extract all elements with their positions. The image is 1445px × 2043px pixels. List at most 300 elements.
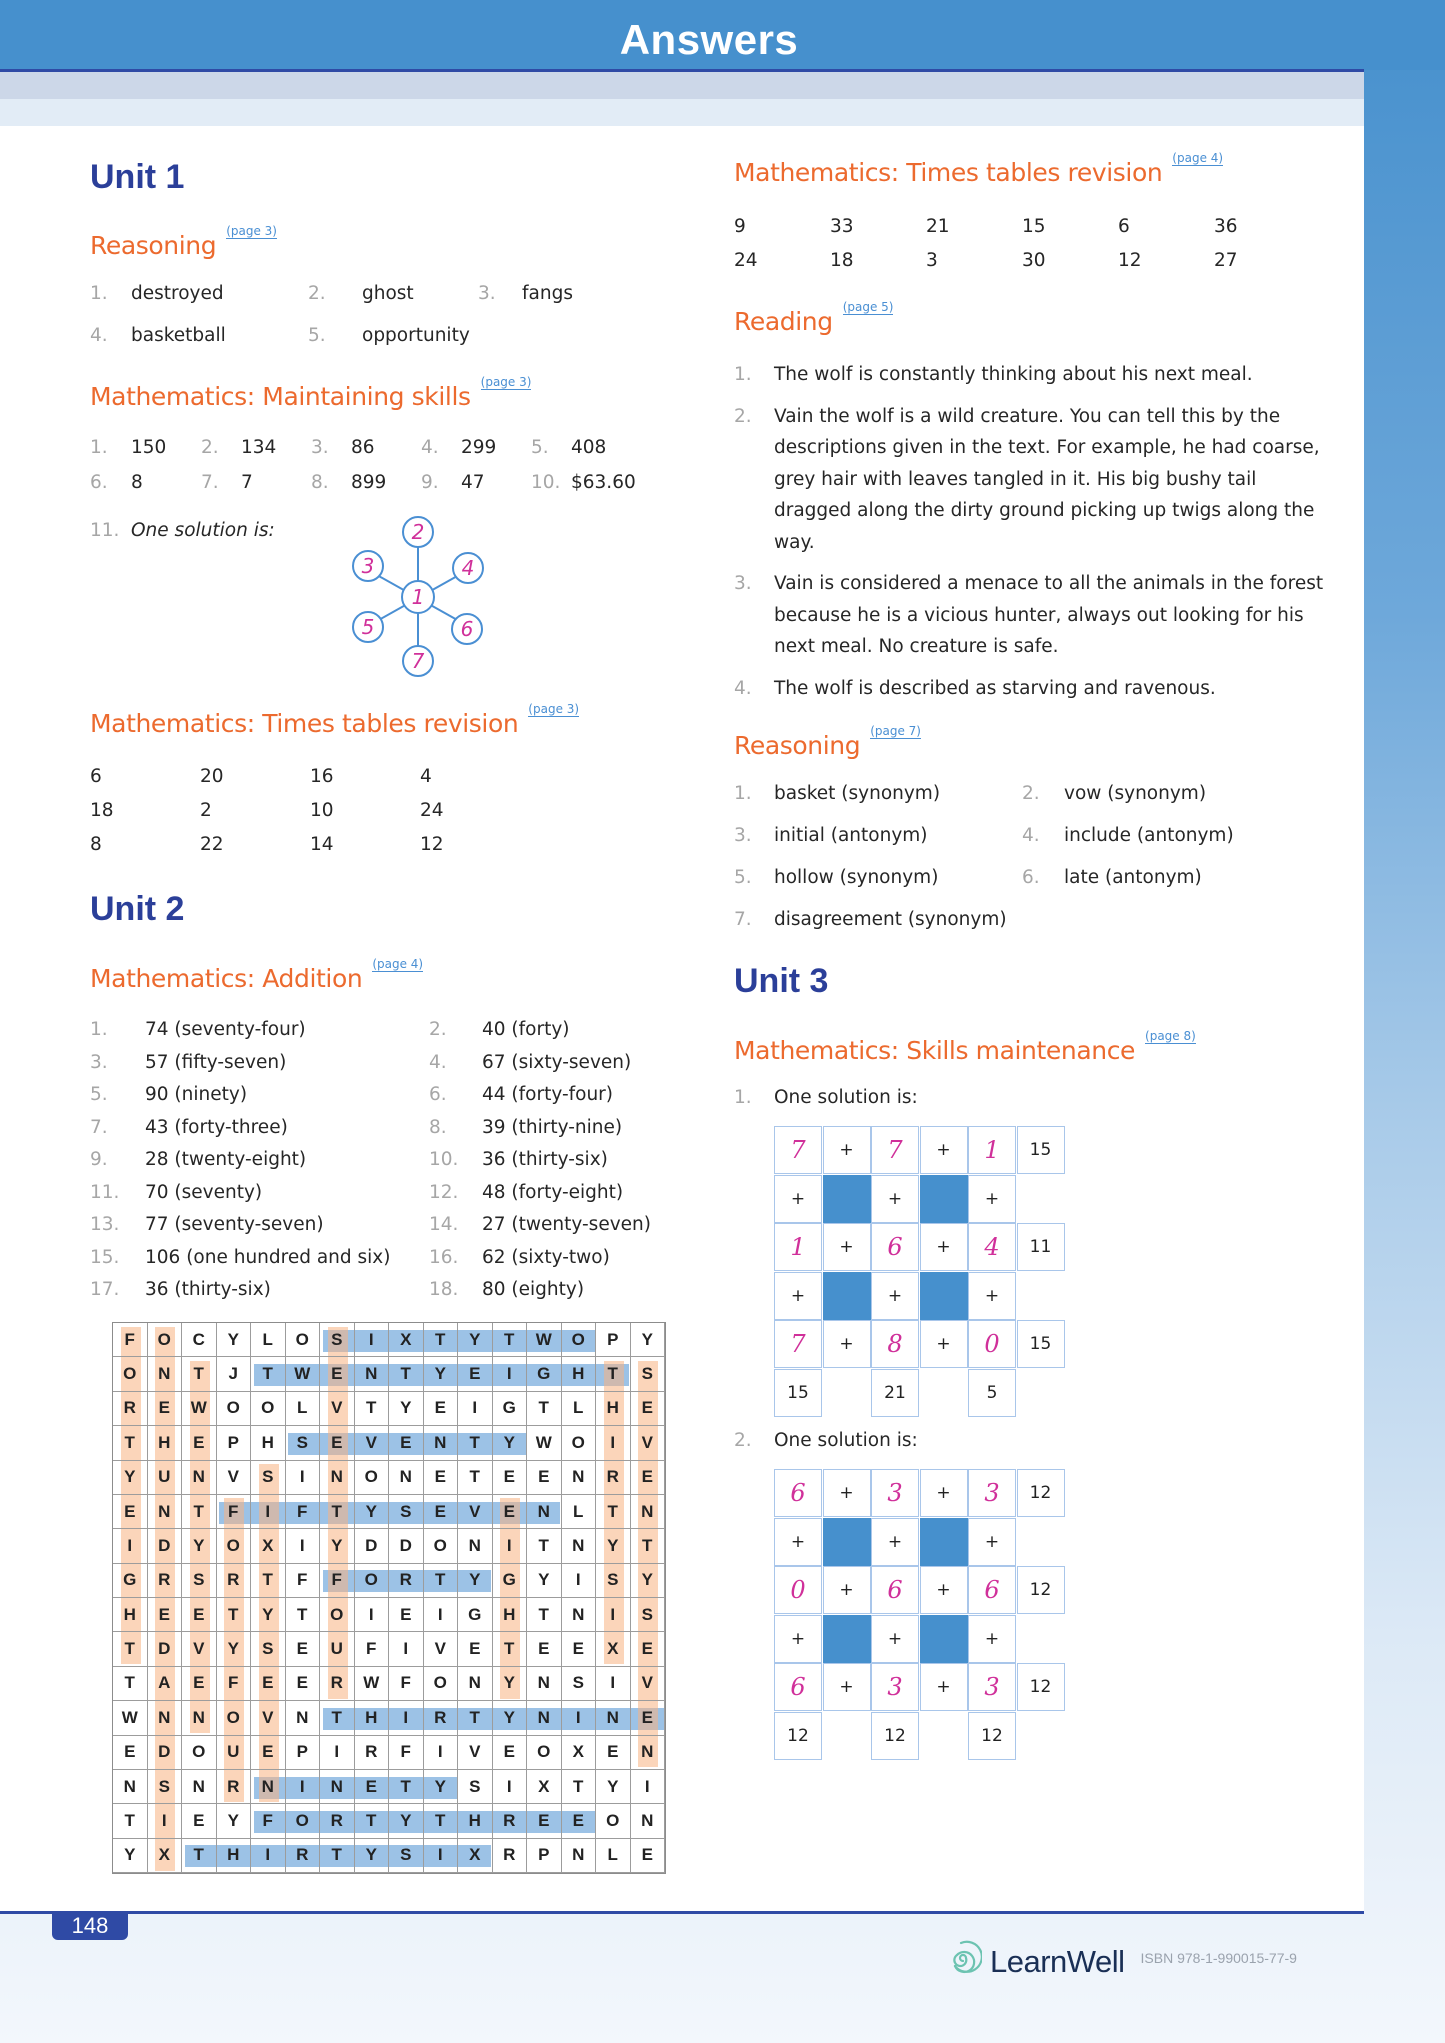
word-search-cell: Y bbox=[389, 1804, 424, 1838]
word-search-cell: G bbox=[493, 1392, 528, 1426]
plus-sign: + bbox=[871, 1272, 919, 1320]
reading-item bbox=[734, 568, 1329, 663]
item-number: 1. bbox=[90, 1019, 108, 1040]
word-search-cell: E bbox=[389, 1426, 424, 1460]
word-search-cell: T bbox=[596, 1495, 631, 1529]
plus-sign: + bbox=[774, 1518, 822, 1566]
word-search-cell: E bbox=[286, 1632, 321, 1666]
word-search-cell: T bbox=[113, 1804, 148, 1838]
word-search-cell: G bbox=[113, 1564, 148, 1598]
word-search-cell: E bbox=[320, 1426, 355, 1460]
word-search-cell: N bbox=[562, 1839, 597, 1873]
word-search-cell: S bbox=[286, 1426, 321, 1460]
word-search-cell: O bbox=[217, 1701, 252, 1735]
word-search-cell: R bbox=[389, 1564, 424, 1598]
item-number: 16. bbox=[429, 1246, 459, 1268]
star-lower-left: 5 bbox=[361, 615, 375, 639]
plus-sign: + bbox=[823, 1566, 871, 1614]
item-number: 2. bbox=[429, 1019, 447, 1040]
word-search-cell: R bbox=[113, 1392, 148, 1426]
answer-digit: 6 bbox=[774, 1469, 822, 1517]
word-search-cell: X bbox=[562, 1736, 597, 1770]
word-search-cell: R bbox=[493, 1804, 528, 1838]
sum-total: 21 bbox=[871, 1369, 919, 1417]
answer-digit: 3 bbox=[968, 1469, 1016, 1517]
answer-text: include (antonym) bbox=[1064, 825, 1234, 846]
answer-digit: 7 bbox=[774, 1126, 822, 1174]
word-search-cell: F bbox=[286, 1564, 321, 1598]
item-number: 2. bbox=[308, 283, 326, 304]
word-search-cell: S bbox=[251, 1632, 286, 1666]
grid-value: 36 bbox=[1214, 216, 1238, 237]
word-search-cell: E bbox=[631, 1701, 666, 1735]
word-search-cell: D bbox=[148, 1736, 183, 1770]
plus-sign: + bbox=[823, 1126, 871, 1174]
word-search-cell: D bbox=[389, 1529, 424, 1563]
answer-digit: 4 bbox=[968, 1223, 1016, 1271]
word-search-cell: I bbox=[424, 1736, 459, 1770]
word-search-cell: X bbox=[251, 1529, 286, 1563]
word-search-cell: Y bbox=[389, 1392, 424, 1426]
answer-digit: 1 bbox=[774, 1223, 822, 1271]
word-search-cell: T bbox=[182, 1495, 217, 1529]
word-search-cell: S bbox=[148, 1770, 183, 1804]
page-ref-link[interactable]: (page 8) bbox=[1145, 1029, 1196, 1043]
word-search-cell: D bbox=[148, 1529, 183, 1563]
word-search-cell: O bbox=[217, 1529, 252, 1563]
maintaining-item-11 bbox=[90, 520, 275, 541]
word-search-cell: S bbox=[562, 1667, 597, 1701]
reasoning-u1-answers bbox=[90, 283, 650, 363]
item-number: 15. bbox=[90, 1246, 120, 1268]
word-search-cell: I bbox=[424, 1839, 459, 1873]
page-ref-link[interactable]: (page 5) bbox=[842, 300, 894, 314]
answer-text: The wolf is described as starving and ravenous. bbox=[774, 677, 1216, 699]
sum-total: 15 bbox=[1017, 1320, 1065, 1368]
word-search-cell: I bbox=[148, 1804, 183, 1838]
word-search-cell: Y bbox=[631, 1564, 666, 1598]
word-search-cell: L bbox=[596, 1839, 631, 1873]
word-search-cell: S bbox=[182, 1564, 217, 1598]
word-search-cell: V bbox=[251, 1701, 286, 1735]
word-search-cell: T bbox=[424, 1564, 459, 1598]
item-number: 3. bbox=[478, 283, 496, 304]
plus-sign: + bbox=[968, 1175, 1016, 1223]
page-ref-link[interactable]: (page 4) bbox=[1172, 151, 1224, 165]
answer-text: 27 (twenty-seven) bbox=[482, 1214, 651, 1235]
answer-text: 899 bbox=[351, 472, 387, 493]
word-search-cell: N bbox=[458, 1667, 493, 1701]
times-tables-u1-grid bbox=[90, 766, 490, 866]
word-search-cell: E bbox=[631, 1392, 666, 1426]
star-bottom: 7 bbox=[411, 649, 425, 673]
unit-3-title: Unit 3 bbox=[734, 962, 829, 1000]
times-tables-u2-grid bbox=[734, 216, 1294, 286]
answer-text: 28 (twenty-eight) bbox=[145, 1149, 307, 1170]
page-ref-link[interactable]: (page 3) bbox=[480, 375, 532, 389]
sum-total: 12 bbox=[1017, 1663, 1065, 1711]
word-search-cell: T bbox=[320, 1495, 355, 1529]
answer-text: 48 (forty-eight) bbox=[482, 1181, 624, 1203]
plus-sign: + bbox=[871, 1175, 919, 1223]
word-search-cell: N bbox=[562, 1598, 597, 1632]
word-search-cell: I bbox=[493, 1770, 528, 1804]
answer-text: opportunity bbox=[362, 325, 470, 346]
answer-text: 150 bbox=[131, 437, 167, 458]
word-search-cell: I bbox=[389, 1632, 424, 1666]
word-search-cell: S bbox=[389, 1495, 424, 1529]
item-number: 5. bbox=[531, 437, 549, 458]
word-search-cell: I bbox=[596, 1667, 631, 1701]
word-search-cell: D bbox=[148, 1632, 183, 1666]
word-search-cell: F bbox=[251, 1804, 286, 1838]
word-search-cell: R bbox=[286, 1839, 321, 1873]
item-number: 7. bbox=[201, 472, 219, 493]
word-search-cell: T bbox=[631, 1529, 666, 1563]
word-search-cell: Y bbox=[251, 1598, 286, 1632]
word-search-cell: R bbox=[320, 1804, 355, 1838]
word-search-cell: T bbox=[355, 1392, 390, 1426]
star-upper-right: 4 bbox=[461, 556, 475, 580]
section-times-tables-u2 bbox=[734, 151, 1224, 187]
plus-sign: + bbox=[920, 1223, 968, 1271]
word-search-cell: D bbox=[355, 1529, 390, 1563]
word-search-cell: H bbox=[355, 1701, 390, 1735]
word-search-cell: N bbox=[596, 1701, 631, 1735]
word-search-cell: E bbox=[493, 1495, 528, 1529]
word-search-cell: Y bbox=[493, 1667, 528, 1701]
answer-digit: 3 bbox=[968, 1663, 1016, 1711]
answer-text: 62 (sixty-two) bbox=[482, 1246, 610, 1268]
section-times-tables-u1 bbox=[90, 702, 580, 738]
answer-text: The wolf is constantly thinking about his next meal. bbox=[774, 364, 1253, 385]
word-search-cell: T bbox=[320, 1701, 355, 1735]
word-search-cell: I bbox=[596, 1598, 631, 1632]
grid-value: 20 bbox=[200, 766, 224, 787]
plus-sign: + bbox=[823, 1663, 871, 1711]
word-search-cell: Y bbox=[217, 1323, 252, 1357]
word-search-cell: O bbox=[113, 1357, 148, 1391]
word-search-cell: N bbox=[527, 1667, 562, 1701]
item-number: 5. bbox=[734, 867, 752, 888]
word-search-cell: U bbox=[148, 1461, 183, 1495]
word-search-cell: W bbox=[527, 1323, 562, 1357]
word-search-cell: R bbox=[320, 1667, 355, 1701]
word-search-cell: O bbox=[286, 1323, 321, 1357]
word-search-cell: T bbox=[286, 1598, 321, 1632]
word-search-cell: F bbox=[355, 1632, 390, 1666]
sum-total: 12 bbox=[1017, 1566, 1065, 1614]
item-number: 17. bbox=[90, 1279, 120, 1300]
word-search-cell: N bbox=[527, 1495, 562, 1529]
item-number: 18. bbox=[429, 1279, 459, 1300]
item-number: 1. bbox=[734, 364, 752, 385]
section-reasoning-u2 bbox=[734, 724, 921, 760]
word-search-cell: E bbox=[148, 1598, 183, 1632]
word-search-cell: W bbox=[182, 1392, 217, 1426]
word-search-cell: Y bbox=[113, 1461, 148, 1495]
word-search-cell: E bbox=[424, 1392, 459, 1426]
item-number: 2. bbox=[1022, 783, 1040, 804]
answer-text: hollow (synonym) bbox=[774, 867, 939, 888]
brand-logo bbox=[944, 1940, 1297, 1984]
section-title: Mathematics: Maintaining skills bbox=[90, 382, 471, 411]
brand-name: LearnWell bbox=[990, 1944, 1125, 1979]
word-search-cell: Y bbox=[320, 1529, 355, 1563]
word-search-cell: O bbox=[217, 1392, 252, 1426]
word-search-cell: G bbox=[458, 1598, 493, 1632]
item-number: 1. bbox=[90, 283, 108, 304]
word-search-cell: O bbox=[148, 1323, 183, 1357]
page-ref-link[interactable]: (page 3) bbox=[528, 702, 580, 716]
word-search-cell: V bbox=[631, 1426, 666, 1460]
word-search-cell: E bbox=[493, 1461, 528, 1495]
word-search-cell: E bbox=[424, 1495, 459, 1529]
header-strip bbox=[0, 72, 1364, 99]
plus-sign: + bbox=[774, 1175, 822, 1223]
word-search-cell: R bbox=[217, 1770, 252, 1804]
item-number: 6. bbox=[429, 1084, 447, 1105]
word-search-cell: E bbox=[182, 1598, 217, 1632]
word-search-cell: N bbox=[182, 1770, 217, 1804]
word-search-cell: S bbox=[631, 1357, 666, 1391]
word-search-cell: V bbox=[424, 1632, 459, 1666]
swirl-logo-icon bbox=[944, 1940, 982, 1984]
item-number: 5. bbox=[308, 325, 326, 346]
word-search-cell: F bbox=[113, 1323, 148, 1357]
blocked-cell bbox=[920, 1518, 968, 1566]
word-search-cell: W bbox=[355, 1667, 390, 1701]
answer-text: 77 (seventy-seven) bbox=[145, 1214, 324, 1235]
word-search-cell: F bbox=[320, 1564, 355, 1598]
word-search-cell: L bbox=[562, 1392, 597, 1426]
grid-value: 2 bbox=[200, 800, 212, 821]
word-search-cell: X bbox=[458, 1839, 493, 1873]
word-search-cell: E bbox=[182, 1804, 217, 1838]
word-search-cell: I bbox=[251, 1839, 286, 1873]
answer-text: 299 bbox=[461, 437, 497, 458]
word-search-cell: N bbox=[527, 1701, 562, 1735]
item-number: 2. bbox=[201, 437, 219, 458]
word-search-cell: I bbox=[631, 1770, 666, 1804]
word-search-cell: S bbox=[596, 1564, 631, 1598]
word-search-cell: H bbox=[148, 1426, 183, 1460]
section-title: Reading bbox=[734, 307, 833, 336]
word-search-cell: R bbox=[217, 1564, 252, 1598]
word-search-cell: I bbox=[562, 1701, 597, 1735]
plus-sign: + bbox=[968, 1518, 1016, 1566]
word-search-cell: N bbox=[113, 1770, 148, 1804]
blocked-cell bbox=[920, 1175, 968, 1223]
sum-total: 12 bbox=[871, 1712, 919, 1760]
item-number: 3. bbox=[734, 573, 752, 594]
answer-text: Vain the wolf is a wild creature. You can tell this by the descriptions given in the text. For example, he had coarse, grey hair with leaves tangled in it. His big bushy tail dragged along the dirty ground picking up twigs along the way. bbox=[774, 405, 1320, 553]
word-search-cell: T bbox=[182, 1839, 217, 1873]
word-search-cell: O bbox=[251, 1392, 286, 1426]
reading-item bbox=[734, 401, 1329, 559]
word-search-cell: H bbox=[596, 1392, 631, 1426]
item-number: 4. bbox=[421, 437, 439, 458]
answer-text: 86 bbox=[351, 437, 375, 458]
section-title: Reasoning bbox=[734, 731, 861, 760]
puzzle-2-label bbox=[734, 1430, 918, 1451]
word-search-cell: N bbox=[424, 1426, 459, 1460]
answer-text: 47 bbox=[461, 472, 485, 493]
word-search-cell: E bbox=[286, 1667, 321, 1701]
answer-text: disagreement (synonym) bbox=[774, 909, 1007, 930]
word-search-cell: N bbox=[320, 1461, 355, 1495]
word-search-cell: E bbox=[631, 1461, 666, 1495]
grid-value: 6 bbox=[90, 766, 102, 787]
word-search-cell: T bbox=[562, 1770, 597, 1804]
word-search-cell: I bbox=[389, 1701, 424, 1735]
word-search-cell: O bbox=[562, 1323, 597, 1357]
word-search-cell: V bbox=[217, 1461, 252, 1495]
word-search-cell: G bbox=[527, 1357, 562, 1391]
word-search-cell: I bbox=[286, 1461, 321, 1495]
item-number: 7. bbox=[90, 1116, 108, 1138]
item-number: 6. bbox=[1022, 867, 1040, 888]
answer-text: late (antonym) bbox=[1064, 867, 1202, 888]
word-search-cell: F bbox=[389, 1667, 424, 1701]
reading-item bbox=[734, 673, 1329, 705]
word-search-cell: L bbox=[251, 1323, 286, 1357]
sum-total: 15 bbox=[774, 1369, 822, 1417]
word-search-cell: X bbox=[596, 1632, 631, 1666]
word-search-cell: E bbox=[458, 1632, 493, 1666]
grid-value: 3 bbox=[926, 250, 938, 271]
plus-sign: + bbox=[823, 1469, 871, 1517]
answer-text: 39 (thirty-nine) bbox=[482, 1116, 623, 1138]
word-search-cell: U bbox=[217, 1736, 252, 1770]
answer-text: 106 (one hundred and six) bbox=[145, 1246, 391, 1268]
word-search-cell: O bbox=[527, 1736, 562, 1770]
word-search-cell: A bbox=[148, 1667, 183, 1701]
item-number: 4. bbox=[1022, 825, 1040, 846]
word-search-cell: Y bbox=[424, 1357, 459, 1391]
answer-text: 8 bbox=[131, 472, 143, 493]
word-search-cell: N bbox=[631, 1736, 666, 1770]
plus-sign: + bbox=[968, 1615, 1016, 1663]
answer-text: 44 (forty-four) bbox=[482, 1084, 614, 1105]
grid-value: 8 bbox=[90, 834, 102, 855]
word-search-cell: V bbox=[320, 1392, 355, 1426]
word-search-cell: T bbox=[596, 1357, 631, 1391]
plus-sign: + bbox=[920, 1126, 968, 1174]
item-number: 4. bbox=[734, 677, 752, 699]
answer-digit: 6 bbox=[968, 1566, 1016, 1614]
word-search-cell: Y bbox=[217, 1632, 252, 1666]
item-number: 1. bbox=[734, 783, 752, 804]
sum-total: 11 bbox=[1017, 1223, 1065, 1271]
word-search-cell: H bbox=[113, 1598, 148, 1632]
maintaining-answers bbox=[90, 437, 650, 517]
grid-value: 14 bbox=[310, 834, 334, 855]
word-search-cell: H bbox=[458, 1804, 493, 1838]
word-search-cell: I bbox=[251, 1495, 286, 1529]
word-search-cell: H bbox=[217, 1839, 252, 1873]
word-search-cell: I bbox=[113, 1529, 148, 1563]
addition-answers bbox=[90, 1019, 680, 1319]
word-search-cell: N bbox=[148, 1701, 183, 1735]
item-number: 5. bbox=[90, 1084, 108, 1105]
word-search-cell: N bbox=[320, 1770, 355, 1804]
reasoning-u2-answers bbox=[734, 783, 1294, 933]
page-ref-link[interactable]: (page 4) bbox=[372, 957, 424, 971]
word-search-cell: P bbox=[596, 1323, 631, 1357]
item-number: 10. bbox=[531, 472, 561, 493]
word-search-cell: I bbox=[424, 1598, 459, 1632]
word-search-cell: N bbox=[148, 1495, 183, 1529]
answer-text: basket (synonym) bbox=[774, 783, 941, 804]
word-search-cell: R bbox=[424, 1701, 459, 1735]
item-number: 8. bbox=[429, 1116, 447, 1138]
item-number: 3. bbox=[90, 1051, 108, 1073]
answer-text: ghost bbox=[362, 283, 414, 304]
item-number: 12. bbox=[429, 1181, 459, 1203]
section-title: Reasoning bbox=[90, 231, 217, 260]
section-reasoning-u1 bbox=[90, 224, 277, 260]
word-search-cell: L bbox=[286, 1392, 321, 1426]
word-search-cell: R bbox=[148, 1564, 183, 1598]
item-number: 7. bbox=[734, 909, 752, 930]
page-ref-link[interactable]: (page 3) bbox=[226, 224, 277, 238]
word-search-cell: T bbox=[251, 1564, 286, 1598]
word-search-cell: V bbox=[631, 1667, 666, 1701]
word-search-cell: N bbox=[182, 1701, 217, 1735]
word-search-cell: E bbox=[320, 1357, 355, 1391]
answer-digit: 6 bbox=[871, 1223, 919, 1271]
word-search-cell: Y bbox=[113, 1839, 148, 1873]
answer-text: 67 (sixty-seven) bbox=[482, 1051, 632, 1073]
word-search-cell: L bbox=[562, 1495, 597, 1529]
word-search-cell: T bbox=[458, 1701, 493, 1735]
page-ref-link[interactable]: (page 7) bbox=[870, 724, 921, 738]
word-search-cell: O bbox=[355, 1461, 390, 1495]
item-number: 9. bbox=[90, 1149, 108, 1170]
plus-sign: + bbox=[774, 1615, 822, 1663]
grid-value: 12 bbox=[420, 834, 444, 855]
plus-sign: + bbox=[968, 1272, 1016, 1320]
word-search-cell: T bbox=[493, 1323, 528, 1357]
section-maintaining-skills bbox=[90, 375, 532, 411]
answer-digit: 0 bbox=[774, 1566, 822, 1614]
answer-digit: 7 bbox=[871, 1126, 919, 1174]
word-search-cell: Y bbox=[217, 1804, 252, 1838]
word-search-cell: E bbox=[527, 1632, 562, 1666]
word-search-cell: F bbox=[389, 1736, 424, 1770]
word-search-cell: I bbox=[286, 1529, 321, 1563]
grid-value: 10 bbox=[310, 800, 334, 821]
section-addition bbox=[90, 957, 424, 993]
plus-sign: + bbox=[871, 1615, 919, 1663]
answer-text: 90 (ninety) bbox=[145, 1084, 248, 1105]
plus-sign: + bbox=[920, 1566, 968, 1614]
word-search-cell: X bbox=[389, 1323, 424, 1357]
word-search-cell: T bbox=[113, 1632, 148, 1666]
word-search-cell: F bbox=[217, 1495, 252, 1529]
word-search-cell: Y bbox=[458, 1564, 493, 1598]
answer-text: destroyed bbox=[131, 283, 224, 304]
plus-sign: + bbox=[920, 1320, 968, 1368]
item-number: 1. bbox=[90, 437, 108, 458]
word-search-cell: O bbox=[424, 1667, 459, 1701]
word-search-cell: N bbox=[458, 1529, 493, 1563]
word-search-cell: I bbox=[493, 1357, 528, 1391]
sum-total: 12 bbox=[774, 1712, 822, 1760]
word-search-cell: T bbox=[527, 1529, 562, 1563]
word-search-cell: O bbox=[596, 1804, 631, 1838]
